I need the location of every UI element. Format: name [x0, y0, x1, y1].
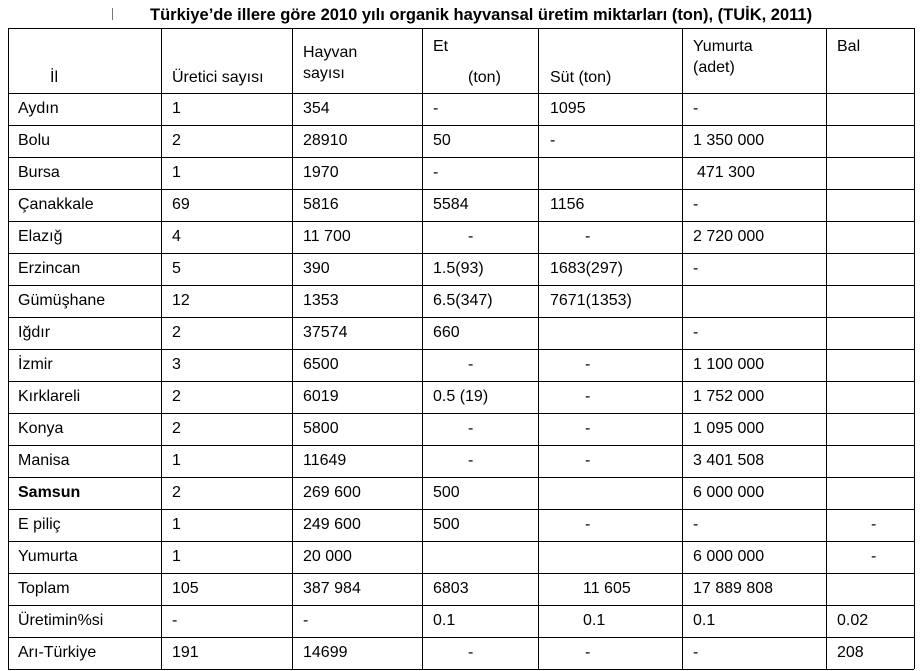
- table-cell-il: Konya: [18, 420, 64, 437]
- table-cell-et: -: [468, 356, 474, 373]
- table-cell-et: 0.5 (19): [433, 388, 489, 405]
- table-cell-yumurta: -: [693, 644, 699, 661]
- table-cell-uretici: 3: [172, 356, 181, 373]
- table-cell-hayvan: 28910: [303, 132, 348, 149]
- table-cell-il: E piliç: [18, 516, 61, 533]
- table-cell-yumurta: 1 095 000: [693, 420, 765, 437]
- table-cell-et: 6.5(347): [433, 292, 493, 309]
- table-cell-sut: -: [585, 644, 591, 661]
- table-cell-uretici: 2: [172, 388, 181, 405]
- table-cell-sut: -: [585, 388, 591, 405]
- table-title: Türkiye’de illere göre 2010 yılı organik hayvansal üretim miktarları (ton), (TUİK, 2011): [150, 6, 813, 24]
- table-cell-sut: 0.1: [583, 612, 606, 629]
- table-cell-et: -: [468, 228, 474, 245]
- table-cell-hayvan: 249 600: [303, 516, 361, 533]
- table-cell-hayvan: -: [303, 612, 309, 629]
- table-cell-il: Erzincan: [18, 260, 81, 277]
- table-cell-il: Kırklareli: [18, 388, 81, 405]
- table-cell-sut: 1683(297): [550, 260, 623, 277]
- table-cell-uretici: 69: [172, 196, 190, 213]
- table-cell-il: Iğdır: [18, 324, 51, 341]
- table-cell-il: Toplam: [18, 580, 70, 597]
- table-cell-uretici: 5: [172, 260, 181, 277]
- table-cell-yumurta: -: [693, 516, 699, 533]
- table-cell-et: 660: [433, 324, 460, 341]
- table-cell-il: Aydın: [18, 100, 59, 117]
- table-cell-yumurta: 471 300: [697, 164, 755, 181]
- table-cell-bal: -: [871, 548, 877, 565]
- table-cell-hayvan: 5816: [303, 196, 339, 213]
- table-cell-yumurta: 6 000 000: [693, 484, 765, 501]
- table-cell-uretici: 191: [172, 644, 199, 661]
- table-cell-hayvan: 20 000: [303, 548, 352, 565]
- table-cell-yumurta: 17 889 808: [693, 580, 774, 597]
- table-cell-hayvan: 354: [303, 100, 330, 117]
- table-cell-yumurta: -: [693, 100, 699, 117]
- table-cell-sut: -: [550, 132, 556, 149]
- table-cell-uretici: 2: [172, 132, 181, 149]
- table-cell-hayvan: 11 700: [303, 228, 351, 245]
- header-uretici: Üretici sayısı: [172, 69, 264, 86]
- header-bal: Bal: [837, 38, 861, 55]
- header-hayvan-line1: Hayvan: [303, 44, 358, 61]
- table-cell-il: Arı-Türkiye: [18, 644, 97, 661]
- table-cell-il: Elazığ: [18, 228, 63, 245]
- header-et-line2: (ton): [468, 69, 501, 86]
- table-cell-hayvan: 269 600: [303, 484, 361, 501]
- table-cell-yumurta: 2 720 000: [693, 228, 765, 245]
- table-cell-yumurta: 6 000 000: [693, 548, 765, 565]
- table-cell-et: -: [468, 452, 474, 469]
- table-cell-hayvan: 37574: [303, 324, 348, 341]
- table-cell-hayvan: 1353: [303, 292, 339, 309]
- table-cell-il: Gümüşhane: [18, 292, 106, 309]
- table-cell-sut: 11 605: [583, 580, 631, 597]
- table-cell-hayvan: 5800: [303, 420, 339, 437]
- header-yumurta-line1: Yumurta: [693, 38, 753, 55]
- table-cell-uretici: 4: [172, 228, 181, 245]
- table-cell-yumurta: 1 350 000: [693, 132, 765, 149]
- table-cell-yumurta: -: [693, 196, 699, 213]
- table-cell-yumurta: 0.1: [693, 612, 716, 629]
- table-cell-hayvan: 11649: [303, 452, 347, 469]
- table-cell-uretici: 105: [172, 580, 199, 597]
- table-cell-uretici: 1: [172, 548, 181, 565]
- table-cell-sut: 1095: [550, 100, 586, 117]
- header-yumurta-line2: (adet): [693, 59, 735, 76]
- table-cell-sut: -: [585, 452, 591, 469]
- table-cell-uretici: -: [172, 612, 178, 629]
- table-cell-et: -: [468, 644, 474, 661]
- table-cell-sut: -: [585, 516, 591, 533]
- table-cell-uretici: 1: [172, 164, 181, 181]
- header-et-line1: Et: [433, 38, 449, 55]
- table-cell-et: 5584: [433, 196, 469, 213]
- table-cell-yumurta: 1 100 000: [693, 356, 765, 373]
- table-cell-yumurta: 3 401 508: [693, 452, 765, 469]
- table-cell-sut: -: [585, 356, 591, 373]
- table-cell-sut: 1156: [550, 196, 585, 213]
- table-cell-uretici: 2: [172, 420, 181, 437]
- table-cell-il: Bursa: [18, 164, 60, 181]
- table-cell-uretici: 2: [172, 324, 181, 341]
- table-cell-hayvan: 387 984: [303, 580, 361, 597]
- table-cell-sut: -: [585, 420, 591, 437]
- table-cell-hayvan: 390: [303, 260, 330, 277]
- table-cell-sut: -: [585, 228, 591, 245]
- table-cell-uretici: 1: [172, 100, 181, 117]
- table-cell-uretici: 2: [172, 484, 181, 501]
- table-cell-bal: 208: [837, 644, 864, 661]
- table-cell-et: 1.5(93): [433, 260, 484, 277]
- table-cell-sut: 7671(1353): [550, 292, 632, 309]
- table-cell-il: Üretimin%si: [18, 612, 104, 629]
- header-il: İl: [50, 69, 58, 86]
- table-cell-et: -: [468, 420, 474, 437]
- table-cell-il: İzmir: [18, 356, 53, 373]
- table-cell-il: Manisa: [18, 452, 70, 469]
- table-cell-yumurta: 1 752 000: [693, 388, 765, 405]
- table-cell-il: Çanakkale: [18, 196, 94, 213]
- table-cell-et: 0.1: [433, 612, 456, 629]
- table-cell-et: 500: [433, 484, 460, 501]
- table-cell-yumurta: -: [693, 260, 699, 277]
- table-cell-bal: 0.02: [837, 612, 869, 629]
- table-cell-uretici: 12: [172, 292, 190, 309]
- table-cell-et: 50: [433, 132, 451, 149]
- stray-mark: [112, 8, 114, 20]
- table-cell-hayvan: 14699: [303, 644, 348, 661]
- table-cell-uretici: 1: [172, 516, 181, 533]
- table-cell-il: Samsun: [18, 484, 81, 501]
- table-cell-il: Yumurta: [18, 548, 78, 565]
- table-cell-et: -: [433, 164, 439, 181]
- table-cell-et: 6803: [433, 580, 469, 597]
- table-cell-et: -: [433, 100, 439, 117]
- table-cell-hayvan: 1970: [303, 164, 339, 181]
- table-cell-uretici: 1: [172, 452, 181, 469]
- table-cell-il: Bolu: [18, 132, 51, 149]
- table-cell-hayvan: 6019: [303, 388, 339, 405]
- table-cell-et: 500: [433, 516, 460, 533]
- table-cell-hayvan: 6500: [303, 356, 339, 373]
- header-hayvan-line2: sayısı: [303, 65, 345, 82]
- header-sut: Süt (ton): [550, 69, 612, 86]
- table-cell-bal: -: [871, 516, 877, 533]
- table-cell-yumurta: -: [693, 324, 699, 341]
